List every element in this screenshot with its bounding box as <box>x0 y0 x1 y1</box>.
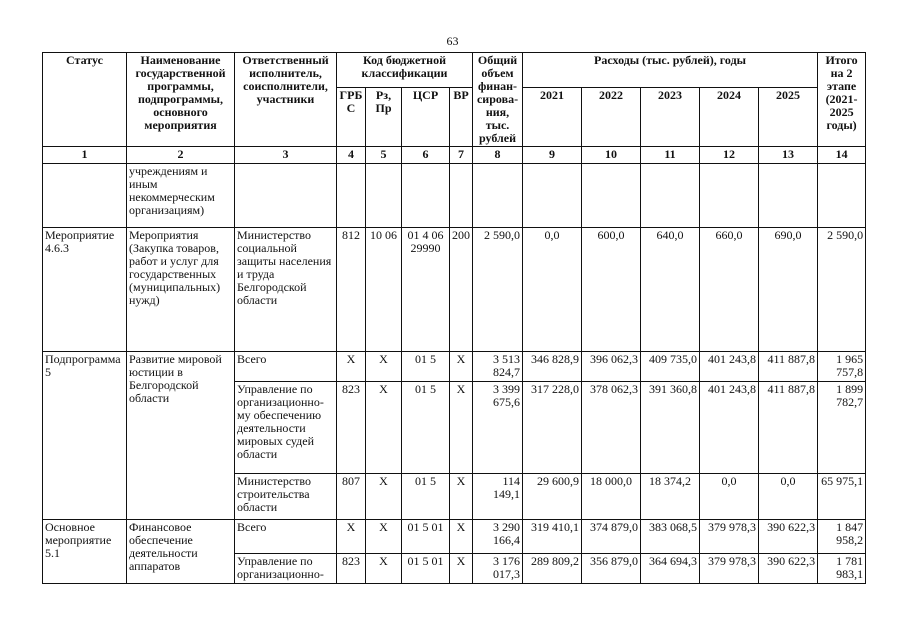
header-budget-code: Код бюджетной классификации <box>337 53 473 88</box>
row-responsible: Министерство строительства области <box>235 474 337 520</box>
row-2022: 378 062,3 <box>582 382 641 474</box>
row-2023: 640,0 <box>641 228 700 352</box>
row-2023: 383 068,5 <box>641 520 700 554</box>
row-grbs: 823 <box>337 382 366 474</box>
column-number: 11 <box>641 147 700 164</box>
row-2024: 660,0 <box>700 228 759 352</box>
row-grbs <box>337 164 366 228</box>
header-year-2024: 2024 <box>700 87 759 146</box>
row-rzpr: Х <box>366 474 402 520</box>
row-csr: 01 4 06 29990 <box>402 228 450 352</box>
column-number: 6 <box>402 147 450 164</box>
row-stage-total: 1 899 782,7 <box>818 382 866 474</box>
row-2022: 374 879,0 <box>582 520 641 554</box>
row-csr: 01 5 01 <box>402 554 450 584</box>
row-2021: 319 410,1 <box>523 520 582 554</box>
row-stage-total: 1 965 757,8 <box>818 352 866 382</box>
header-csr: ЦСР <box>402 87 450 146</box>
column-number: 3 <box>235 147 337 164</box>
row-grbs: 812 <box>337 228 366 352</box>
row-2023: 364 694,3 <box>641 554 700 584</box>
row-name: Развитие мировой юстиции в Белгородской области <box>127 352 235 520</box>
row-responsible: Всего <box>235 520 337 554</box>
column-number: 13 <box>759 147 818 164</box>
row-csr: 01 5 <box>402 474 450 520</box>
table-row <box>43 520 866 554</box>
row-status: Мероприятие 4.6.3 <box>43 228 127 352</box>
row-name: учреждениям и иным некоммерческим организациям) <box>127 164 235 228</box>
row-2022: 396 062,3 <box>582 352 641 382</box>
column-number: 5 <box>366 147 402 164</box>
row-2021: 317 228,0 <box>523 382 582 474</box>
header-year-2023: 2023 <box>641 87 700 146</box>
row-vr: Х <box>450 352 473 382</box>
row-2022: 356 879,0 <box>582 554 641 584</box>
row-2024: 379 978,3 <box>700 554 759 584</box>
row-csr: 01 5 <box>402 382 450 474</box>
row-stage-total: 65 975,1 <box>818 474 866 520</box>
row-responsible <box>235 164 337 228</box>
row-vr: 200 <box>450 228 473 352</box>
header-responsible: Ответственный исполнитель, соисполнители, участники <box>235 53 337 147</box>
row-vr: Х <box>450 554 473 584</box>
row-status <box>43 164 127 228</box>
row-2024: 401 243,8 <box>700 352 759 382</box>
row-2021 <box>523 164 582 228</box>
row-csr: 01 5 01 <box>402 520 450 554</box>
header-year-2021: 2021 <box>523 87 582 146</box>
column-number: 12 <box>700 147 759 164</box>
row-stage-total: 1 847 958,2 <box>818 520 866 554</box>
row-stage-total: 2 590,0 <box>818 228 866 352</box>
header-total-volume: Общий объем финан-сирова-ния, тыс. рублей <box>473 53 523 147</box>
row-responsible: Всего <box>235 352 337 382</box>
table-row <box>43 164 866 228</box>
row-2025: 411 887,8 <box>759 382 818 474</box>
header-grbs: ГРБ С <box>337 87 366 146</box>
row-vr: Х <box>450 474 473 520</box>
row-2025: 0,0 <box>759 474 818 520</box>
row-total: 3 176 017,3 <box>473 554 523 584</box>
column-number: 8 <box>473 147 523 164</box>
row-total: 3 290 166,4 <box>473 520 523 554</box>
table-row <box>43 352 866 382</box>
row-2021: 346 828,9 <box>523 352 582 382</box>
row-csr: 01 5 <box>402 352 450 382</box>
row-responsible: Управление по организационно- <box>235 554 337 584</box>
header-year-2022: 2022 <box>582 87 641 146</box>
column-number-row <box>43 147 866 164</box>
row-stage-total <box>818 164 866 228</box>
header-name: Наименование государственной программы, подпрограммы, основного мероприятия <box>127 53 235 147</box>
header-rzpr: Рз, Пр <box>366 87 402 146</box>
row-grbs: Х <box>337 520 366 554</box>
row-stage-total: 1 781 983,1 <box>818 554 866 584</box>
row-2024: 401 243,8 <box>700 382 759 474</box>
row-2023 <box>641 164 700 228</box>
row-grbs: 807 <box>337 474 366 520</box>
row-2021: 0,0 <box>523 228 582 352</box>
row-2022 <box>582 164 641 228</box>
row-2024: 379 978,3 <box>700 520 759 554</box>
row-status: Основное мероприятие 5.1 <box>43 520 127 584</box>
header-stage-total: Итого на 2 этапе (2021-2025 годы) <box>818 53 866 147</box>
row-rzpr: Х <box>366 520 402 554</box>
row-name: Финансовое обеспечение деятельности аппаратов <box>127 520 235 584</box>
row-2023: 409 735,0 <box>641 352 700 382</box>
row-rzpr: Х <box>366 382 402 474</box>
column-number: 10 <box>582 147 641 164</box>
header-expenses: Расходы (тыс. рублей), годы <box>523 53 818 88</box>
row-rzpr: 10 06 <box>366 228 402 352</box>
row-2024 <box>700 164 759 228</box>
column-number: 1 <box>43 147 127 164</box>
row-2021: 29 600,9 <box>523 474 582 520</box>
column-number: 7 <box>450 147 473 164</box>
page-number: 63 <box>446 34 459 48</box>
row-vr: Х <box>450 382 473 474</box>
row-total <box>473 164 523 228</box>
row-2021: 289 809,2 <box>523 554 582 584</box>
row-2024: 0,0 <box>700 474 759 520</box>
row-csr <box>402 164 450 228</box>
row-vr: Х <box>450 520 473 554</box>
header-year-2025: 2025 <box>759 87 818 146</box>
row-total: 2 590,0 <box>473 228 523 352</box>
row-2025 <box>759 164 818 228</box>
row-rzpr: Х <box>366 554 402 584</box>
budget-table <box>42 52 866 584</box>
row-responsible: Министерство социальной защиты населения и труда Белгородской области <box>235 228 337 352</box>
row-total: 114 149,1 <box>473 474 523 520</box>
row-2023: 391 360,8 <box>641 382 700 474</box>
row-name: Мероприятия (Закупка товаров, работ и услуг для государственных (муниципальных) нужд) <box>127 228 235 352</box>
row-2022: 600,0 <box>582 228 641 352</box>
row-total: 3 399 675,6 <box>473 382 523 474</box>
row-2025: 690,0 <box>759 228 818 352</box>
header-vr: ВР <box>450 87 473 146</box>
header-status: Статус <box>43 53 127 147</box>
column-number: 2 <box>127 147 235 164</box>
row-total: 3 513 824,7 <box>473 352 523 382</box>
row-status: Подпрограмма 5 <box>43 352 127 520</box>
row-grbs: Х <box>337 352 366 382</box>
row-rzpr: Х <box>366 352 402 382</box>
row-2023: 18 374,2 <box>641 474 700 520</box>
column-number: 14 <box>818 147 866 164</box>
row-grbs: 823 <box>337 554 366 584</box>
row-2025: 411 887,8 <box>759 352 818 382</box>
row-rzpr <box>366 164 402 228</box>
column-number: 4 <box>337 147 366 164</box>
row-2025: 390 622,3 <box>759 554 818 584</box>
row-2025: 390 622,3 <box>759 520 818 554</box>
table-row <box>43 228 866 352</box>
row-2022: 18 000,0 <box>582 474 641 520</box>
row-responsible: Управление по организационно-му обеспечению деятельности мировых судей области <box>235 382 337 474</box>
row-vr <box>450 164 473 228</box>
column-number: 9 <box>523 147 582 164</box>
